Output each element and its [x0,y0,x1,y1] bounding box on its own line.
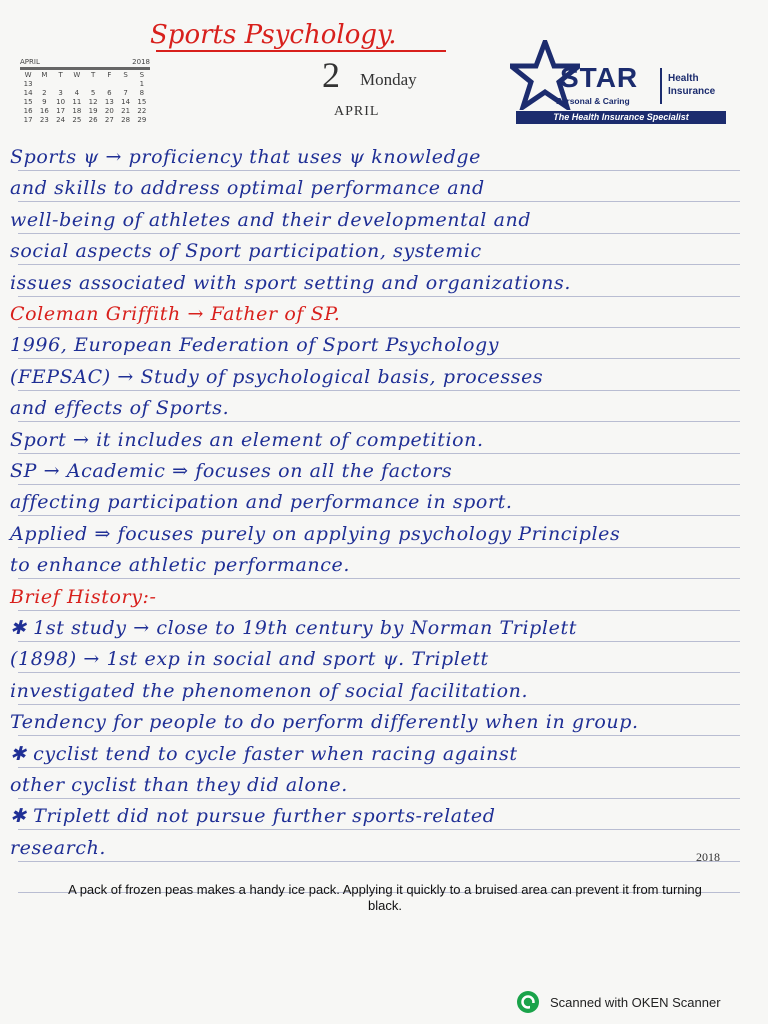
ruled-line [18,484,740,485]
ruled-line [18,233,740,234]
calendar-cell: 14 [23,89,33,97]
calendar-cell: 5 [90,89,96,97]
footer-year: 2018 [696,850,720,864]
calendar-cell: 9 [42,98,47,106]
calendar-divider [20,67,150,70]
mini-calendar [20,58,150,125]
note-line: and skills to address optimal performance and [10,177,485,200]
calendar-weekday: W [24,71,32,79]
note-line: ✱ 1st study → close to 19th century by Norman Triplett [10,617,577,639]
logo-banner: The Health Insurance Specialist [516,111,726,124]
note-line: to enhance athletic performance. [10,554,350,577]
calendar-month: APRIL [20,58,40,66]
calendar-cell: 26 [88,116,98,124]
note-line: issues associated with sport setting and organizations. [10,271,571,294]
calendar-cell: 11 [72,98,82,106]
calendar-cell: 13 [23,80,33,88]
ruled-line [18,296,740,297]
calendar-cell [85,80,101,89]
calendar-cell: 2 [42,89,47,97]
logo-health-insurance [668,72,715,98]
calendar-cell: 22 [137,107,147,115]
note-line: Sports ψ → proficiency that uses ψ knowledge [10,146,482,168]
calendar-weekday: M [41,71,48,79]
note-line: ✱ cyclist tend to cycle faster when racing against [10,742,518,765]
ruled-line [18,798,740,799]
date-weekday: Monday [360,70,417,89]
note-line: and effects of Sports. [10,397,230,420]
date-month: APRIL [334,104,380,119]
calendar-cell: 20 [104,107,114,115]
ruled-line [18,358,740,359]
note-line: Tendency for people to do perform differently when in group. [10,711,639,734]
calendar-cell [101,80,117,89]
ruled-line [18,767,740,768]
calendar-cell: 3 [58,89,63,97]
ruled-line [18,421,740,422]
calendar-cell [53,80,69,89]
calendar-year: 2018 [132,58,150,66]
calendar-weekday: T [90,71,96,79]
calendar-cell: 18 [72,107,82,115]
calendar-cell: 17 [23,116,33,124]
calendar-cell: 28 [121,116,131,124]
oken-scanner-icon [516,990,540,1014]
calendar-weekday: S [139,71,145,79]
logo-tagline: Personal & Caring [556,96,630,106]
logo-line2: Insurance [668,86,716,97]
note-line: other cyclist than they did alone. [10,774,348,796]
logo-line1: Health [668,73,699,84]
note-line: social aspects of Sport participation, systemic [10,240,482,263]
calendar-cell: 1 [139,80,145,88]
note-line: affecting participation and performance in sport. [10,491,513,514]
note-line: research. [10,836,107,859]
calendar-cell: 23 [39,116,49,124]
note-line: well-being of athletes and their developmental and [10,208,532,231]
ruled-line [18,170,740,171]
calendar-cell: 8 [139,89,145,97]
footer-tip: A pack of frozen peas makes a handy ice pack. Applying it quickly to a bruised area can prevent it from turning black. [68,882,702,913]
note-line: investigated the phenomenon of social facilitation. [10,679,529,702]
calendar-cell: 27 [104,116,114,124]
scanner-text: Scanned with OKEN Scanner [550,994,721,1010]
calendar-cell: 10 [56,98,66,106]
ruled-line [18,547,740,548]
ruled-line [18,704,740,705]
calendar-cell: 24 [56,116,66,124]
calendar-cell [69,80,85,89]
ruled-line [18,829,740,830]
ruled-line [18,578,740,579]
ruled-line [18,515,740,516]
ruled-line [18,327,740,328]
calendar-cell: 17 [56,107,66,115]
logo-brand: STAR [560,62,639,93]
calendar-cell: 7 [123,89,128,97]
scanner-watermark [516,990,721,1014]
calendar-cell: 25 [72,116,82,124]
calendar-weekday: F [107,71,112,79]
calendar-cell: 19 [88,107,98,115]
calendar-cell: 15 [137,98,147,106]
calendar-cell: 14 [121,98,131,106]
note-line: Brief History:- [10,585,157,608]
note-line: (FEPSAC) → Study of psychological basis, processes [10,365,544,388]
note-line: (1898) → 1st exp in social and sport ψ. Triplett [10,648,489,671]
calendar-cell [36,80,52,89]
calendar-cell: 4 [74,89,80,97]
title-underline [156,50,446,52]
ruled-line [18,264,740,265]
calendar-weekday: W [73,71,81,79]
calendar-cell [118,80,134,89]
title-text: Sports Psychology. [150,20,397,50]
calendar-weekday: S [123,71,128,79]
ruled-line [18,453,740,454]
note-line: Coleman Griffith → Father of SP. [10,303,341,325]
calendar-cell: 16 [23,107,33,115]
ruled-line [18,390,740,391]
calendar-cell: 13 [104,98,114,106]
calendar-cell: 15 [23,98,33,106]
ruled-line [18,735,740,736]
logo-divider [660,68,662,104]
page-title [150,20,397,50]
ruled-line [18,861,740,862]
date-number: 2 [322,55,340,95]
calendar-weekday: T [58,71,63,79]
note-line: SP → Academic ⇒ focuses on all the factors [10,460,453,482]
note-line: Applied ⇒ focuses purely on applying psychology Principles [10,522,621,545]
calendar-cell: 12 [88,98,98,106]
calendar-cell: 29 [137,116,147,124]
note-line: 1996, European Federation of Sport Psychology [10,334,500,357]
star-health-logo [510,40,728,125]
note-line: ✱ Triplett did not pursue further sports-related [10,805,496,828]
calendar-cell: 6 [107,89,112,97]
note-line: Sport → it includes an element of competition. [10,428,484,451]
calendar-cell: 21 [121,107,131,115]
ruled-line [18,610,740,611]
ruled-line [18,201,740,202]
calendar-cell: 16 [39,107,49,115]
calendar-grid [20,71,150,125]
ruled-line [18,641,740,642]
ruled-line [18,672,740,673]
